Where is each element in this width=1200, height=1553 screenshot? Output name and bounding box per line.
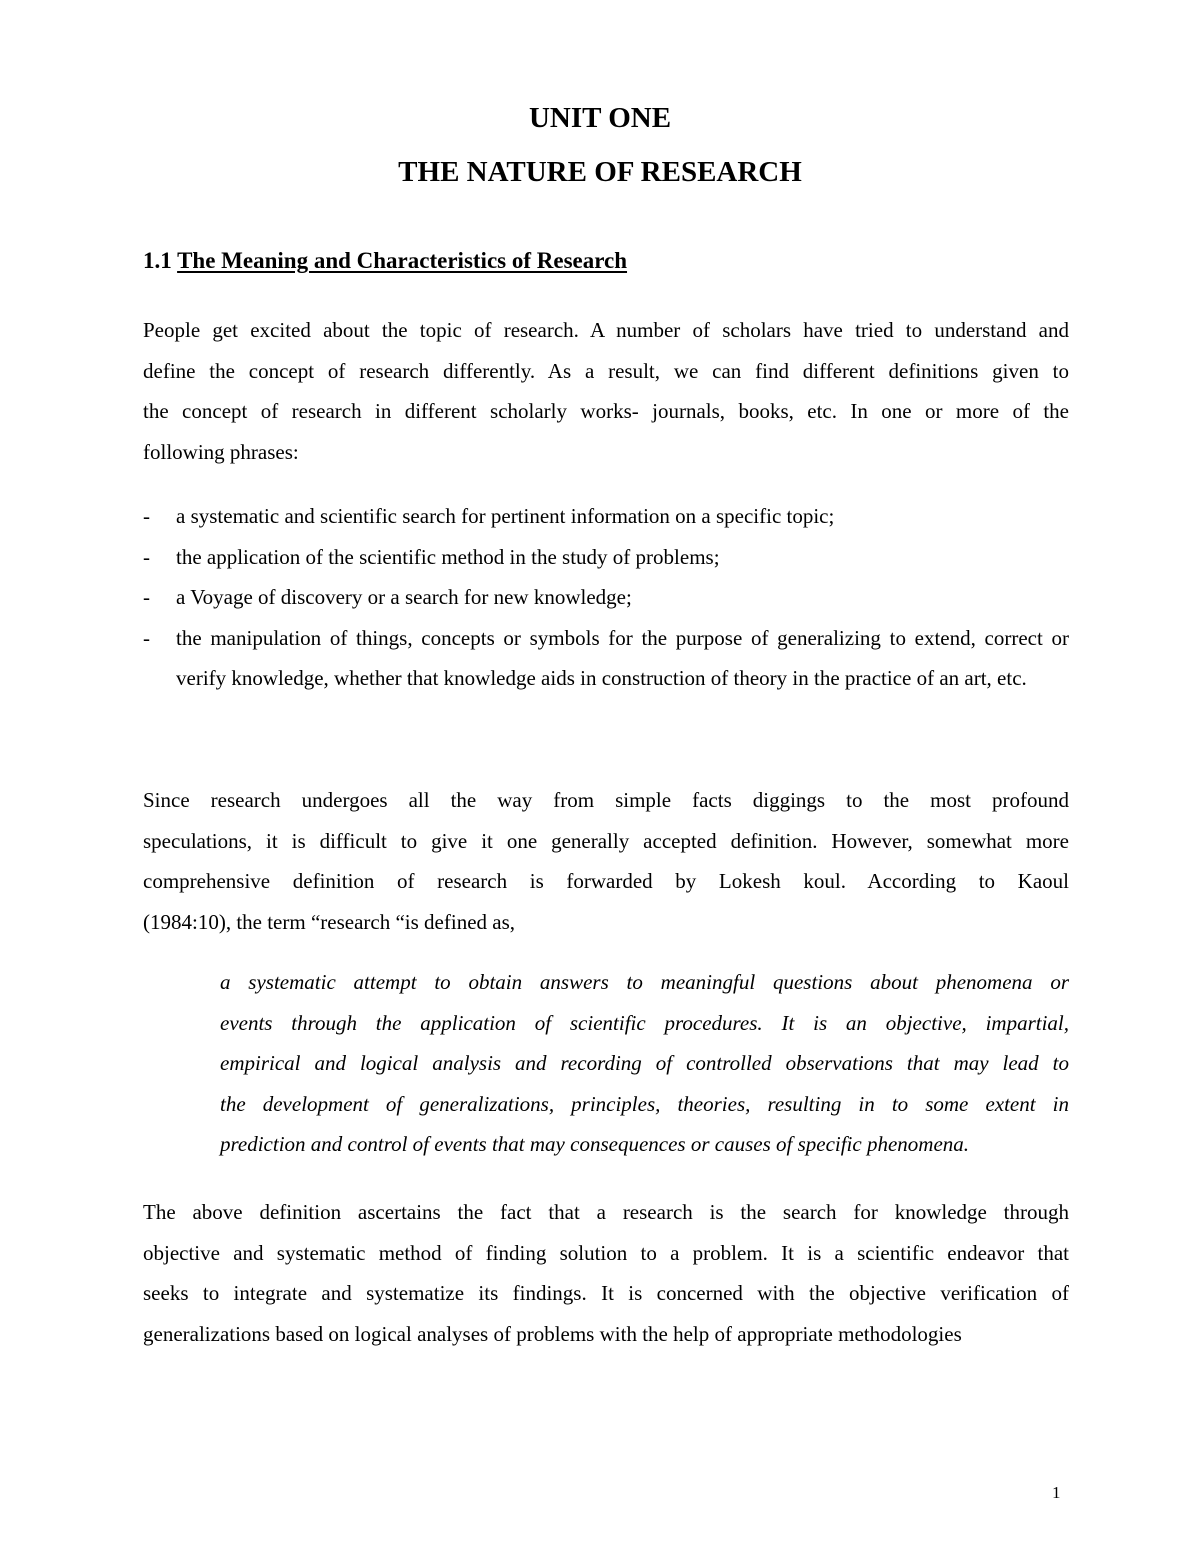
unit-title: UNIT ONE: [528, 102, 672, 134]
paragraph-line: comprehensive definition of research is forwarded by Lokesh koul. According to Kaoul: [143, 869, 1069, 894]
quote-line: events through the application of scientific procedures. It is an objective, impartial,: [220, 1010, 1069, 1035]
quote-line: the development of generalizations, principles, theories, resulting in to some extent in: [220, 1091, 1069, 1116]
section-title: The Meaning and Characteristics of Research: [177, 248, 628, 273]
paragraph-line: (1984:10), the term “research “is defined as,: [143, 909, 516, 934]
page-number: 1: [1052, 1483, 1061, 1502]
definition-paragraph: [143, 780, 1069, 942]
quote-line: a systematic attempt to obtain answers to meaningful questions about phenomena or: [220, 970, 1069, 994]
list-item-text: the manipulation of things, concepts or symbols for the purpose of generalizing to extend, correct or verify knowledge, whether that knowledge aids in construction of theory in the practice of an art, etc.: [176, 625, 1069, 691]
intro-line: define the concept of research differently. As a result, we can find different definitions given to: [143, 358, 1069, 383]
list-item: [143, 496, 1069, 537]
list-item: [143, 618, 1069, 699]
list-bullet: -: [143, 625, 150, 650]
analysis-paragraph: [143, 1192, 1069, 1354]
quote-line: empirical and logical analysis and recording of controlled observations that may lead to: [220, 1051, 1069, 1076]
paragraph-line: generalizations based on logical analyses of problems with the help of appropriate methodologies: [143, 1321, 962, 1346]
paragraph-line: The above definition ascertains the fact that a research is the search for knowledge through: [143, 1200, 1069, 1224]
definition-list: [143, 496, 1069, 699]
paragraph-line: objective and systematic method of finding solution to a problem. It is a scientific endeavor that: [143, 1240, 1069, 1265]
list-item-text: the application of the scientific method in the study of problems;: [176, 544, 720, 569]
block-quote: [220, 962, 1069, 1165]
intro-paragraph: [143, 310, 1069, 472]
unit-subtitle: THE NATURE OF RESEARCH: [398, 156, 802, 188]
quote-line: prediction and control of events that may consequences or causes of specific phenomena.: [220, 1132, 970, 1157]
paragraph-line: seeks to integrate and systematize its findings. It is concerned with the objective verification of: [143, 1281, 1069, 1306]
list-item-text: a systematic and scientific search for pertinent information on a specific topic;: [176, 504, 835, 528]
section-number: 1.1: [143, 248, 172, 273]
intro-line: People get excited about the topic of research. A number of scholars have tried to understand and: [143, 318, 1069, 342]
list-item: [143, 577, 1069, 618]
intro-line: following phrases:: [143, 439, 299, 464]
section-heading: [143, 246, 627, 276]
list-bullet: -: [143, 504, 150, 528]
list-bullet: -: [143, 585, 150, 610]
list-item-text: a Voyage of discovery or a search for new knowledge;: [176, 585, 632, 610]
list-bullet: -: [143, 544, 150, 569]
paragraph-line: speculations, it is difficult to give it one generally accepted definition. However, somewhat more: [143, 828, 1069, 853]
intro-line: the concept of research in different scholarly works- journals, books, etc. In one or more of the: [143, 399, 1069, 424]
paragraph-line: Since research undergoes all the way from simple facts diggings to the most profound: [143, 788, 1069, 812]
list-item: [143, 537, 1069, 578]
